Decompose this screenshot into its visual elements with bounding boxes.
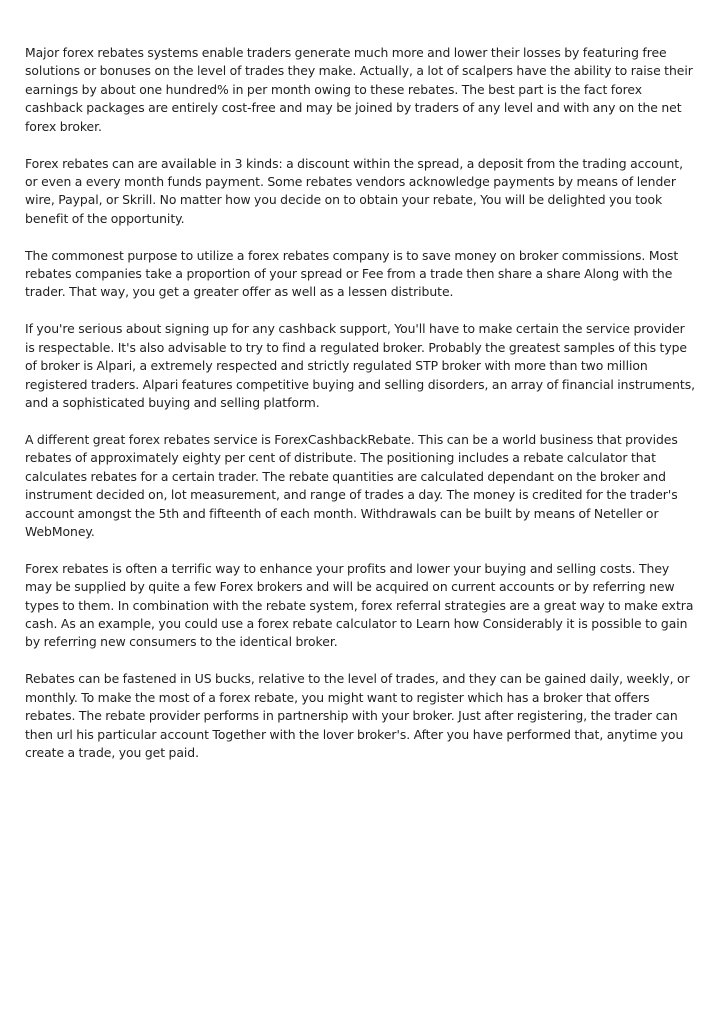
paragraph-7: Rebates can be fastened in US bucks, relative to the level of trades, and they can be gained daily, weekly, or monthly. To make the most of a forex rebate, you might want to register which has a broker that offers rebates. The rebate provider performs in partnership with your broker. Just after registering, the trader can then url his particular account Together with the lover broker's. After you have performed that, anytime you create a trade, you get paid. xyxy=(25,671,690,760)
paragraph-1: Major forex rebates systems enable traders generate much more and lower their losses by featuring free solutions or bonuses on the level of trades they make. Actually, a lot of scalpers have the ability to raise their earnings by about one hundred% in per month owing to these rebates. The best part is the fact forex cashback packages are entirely cost-free and may be joined by traders of any level and with any on the net forex broker. xyxy=(25,45,693,134)
paragraph-3: The commonest purpose to utilize a forex rebates company is to save money on broker commissions. Most rebates companies take a proportion of your spread or Fee from a trade then share a share Along with the trader. That way, you get a greater offer as well as a lessen distribute. xyxy=(25,247,679,300)
article-body xyxy=(25,44,697,781)
paragraph-5: A different great forex rebates service is ForexCashbackRebate. This can be a world business that provides rebates of approximately eighty per cent of distribute. The positioning includes a rebate calculator that calculates rebates for a certain trader. The rebate quantities are calculated dependant on the broker and instrument decided on, lot measurement, and range of trades a day. The money is credited for the trader's account amongst the 5th and fifteenth of each month. Withdrawals can be built by means of Neteller or WebMoney. xyxy=(25,431,678,539)
paragraph-6: Forex rebates is often a terrific way to enhance your profits and lower your buying and selling costs. They may be supplied by quite a few Forex brokers and will be acquired on current accounts or by referring new types to them. In combination with the rebate system, forex referral strategies are a great way to make extra cash. As an example, you could use a forex rebate calculator to Learn how Considerably it is possible to gain by referring new consumers to the identical broker. xyxy=(25,560,694,650)
paragraph-4: If you're serious about signing up for any cashback support, You'll have to make certain the service provider is respectable. It's also advisable to try to find a regulated broker. Probably the greatest samples of this type of broker is Alpari, a extremely respected and strictly regulated STP broker with more than two million registered traders. Alpari features competitive buying and selling disorders, an array of financial instruments, and a sophisticated buying and selling platform. xyxy=(25,321,696,410)
paragraph-2: Forex rebates can are available in 3 kinds: a discount within the spread, a deposit from the trading account, or even a every month funds payment. Some rebates vendors acknowledge payments by means of lender wire, Paypal, or Skrill. No matter how you decide on to obtain your rebate, You will be delighted you took benefit of the opportunity. xyxy=(25,155,683,226)
